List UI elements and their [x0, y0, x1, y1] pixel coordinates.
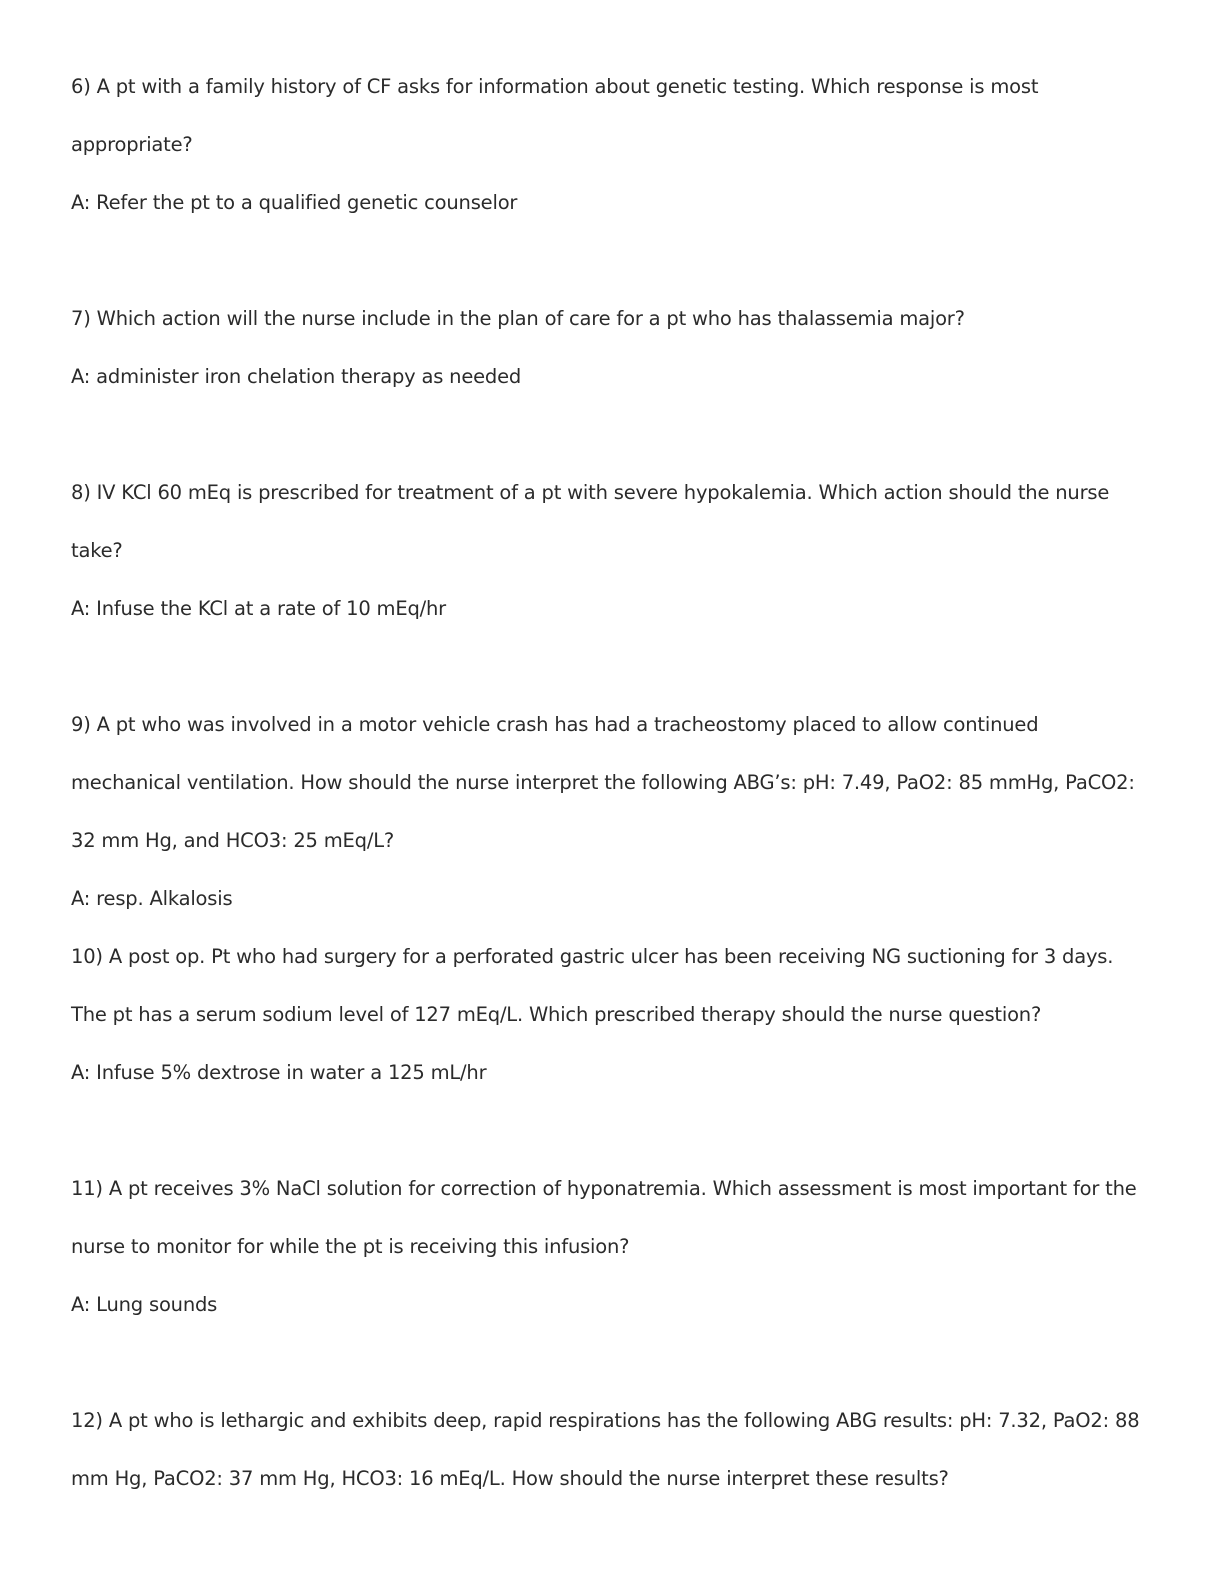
answer-7: A: administer iron chelation therapy as needed: [71, 365, 522, 388]
question-6-line-2: appropriate?: [71, 133, 193, 156]
question-8-line-1: 8) IV KCl 60 mEq is prescribed for treatment of a pt with severe hypokalemia. Which action should the nurse: [71, 481, 1110, 504]
question-9-line-2: mechanical ventilation. How should the nurse interpret the following ABG’s: pH: 7.49, PaO2: 85 mmHg, PaCO2:: [71, 771, 1135, 794]
question-10-line-1: 10) A post op. Pt who had surgery for a perforated gastric ulcer has been receiving NG suctioning for 3 days.: [71, 945, 1114, 968]
answer-11: A: Lung sounds: [71, 1293, 218, 1316]
question-6-line-1: 6) A pt with a family history of CF asks for information about genetic testing. Which response is most: [71, 75, 1039, 98]
answer-8: A: Infuse the KCl at a rate of 10 mEq/hr: [71, 597, 447, 620]
question-12-line-2: mm Hg, PaCO2: 37 mm Hg, HCO3: 16 mEq/L. How should the nurse interpret these results?: [71, 1467, 949, 1490]
question-9-line-3: 32 mm Hg, and HCO3: 25 mEq/L?: [71, 829, 395, 852]
answer-9: A: resp. Alkalosis: [71, 887, 233, 910]
question-8-line-2: take?: [71, 539, 123, 562]
answer-6: A: Refer the pt to a qualified genetic counselor: [71, 191, 518, 214]
question-9-line-1: 9) A pt who was involved in a motor vehicle crash has had a tracheostomy placed to allow continued: [71, 713, 1039, 736]
question-11-line-1: 11) A pt receives 3% NaCl solution for correction of hyponatremia. Which assessment is most important for the: [71, 1177, 1137, 1200]
answer-10: A: Infuse 5% dextrose in water a 125 mL/hr: [71, 1061, 487, 1084]
question-7-line-1: 7) Which action will the nurse include in the plan of care for a pt who has thalassemia major?: [71, 307, 965, 330]
question-10-line-2: The pt has a serum sodium level of 127 mEq/L. Which prescribed therapy should the nurse question?: [71, 1003, 1042, 1026]
question-11-line-2: nurse to monitor for while the pt is receiving this infusion?: [71, 1235, 630, 1258]
question-12-line-1: 12) A pt who is lethargic and exhibits deep, rapid respirations has the following ABG results: pH: 7.32, PaO2: 88: [71, 1409, 1140, 1432]
